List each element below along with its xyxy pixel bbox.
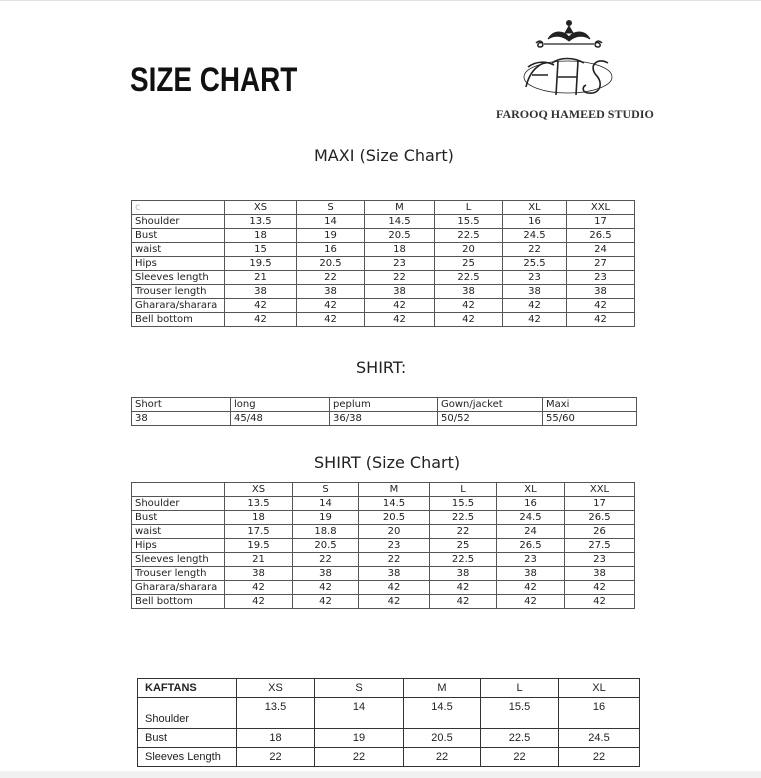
measurement-cell: 17: [565, 497, 635, 511]
measurement-cell: 20.5: [359, 511, 430, 525]
measurement-cell: 42: [430, 595, 497, 609]
size-header-l: L: [481, 679, 559, 698]
fhs-monogram-logo: [516, 17, 622, 105]
size-header-s: S: [315, 679, 404, 698]
measurement-cell: 38: [435, 285, 503, 299]
measurement-cell: 42: [565, 581, 635, 595]
measurement-cell: 20.5: [297, 257, 365, 271]
measurement-cell: 19: [293, 511, 359, 525]
table-row: [132, 271, 635, 285]
row-label: Shoulder: [132, 497, 225, 511]
measurement-cell: 18.8: [293, 525, 359, 539]
measurement-cell: 22.5: [430, 511, 497, 525]
measurement-cell: 20.5: [293, 539, 359, 553]
shirt-type-value: 38: [132, 412, 231, 426]
measurement-cell: 26.5: [497, 539, 565, 553]
measurement-cell: 13.5: [237, 698, 315, 729]
row-label: Bell bottom: [132, 313, 225, 327]
size-header-m: M: [365, 201, 435, 215]
measurement-cell: 22: [503, 243, 567, 257]
measurement-cell: 42: [365, 299, 435, 313]
size-header-xs: XS: [225, 201, 297, 215]
measurement-cell: 42: [497, 595, 565, 609]
measurement-cell: 42: [225, 581, 293, 595]
row-label: waist: [132, 525, 225, 539]
header-row: [132, 398, 637, 412]
shirt-types-heading: SHIRT:: [356, 358, 407, 377]
table-row: [132, 567, 635, 581]
corner-cell: c: [132, 201, 225, 215]
measurement-cell: 20: [359, 525, 430, 539]
size-header-xxl: XXL: [565, 483, 635, 497]
row-label: Hips: [132, 257, 225, 271]
measurement-cell: 42: [430, 581, 497, 595]
measurement-cell: 42: [567, 313, 635, 327]
measurement-cell: 27: [567, 257, 635, 271]
row-label: Gharara/sharara: [132, 299, 225, 313]
table-row: [132, 553, 635, 567]
measurement-cell: 22: [404, 748, 481, 767]
measurement-cell: 25.5: [503, 257, 567, 271]
shirt-type-value: 50/52: [438, 412, 543, 426]
row-label: Hips: [132, 539, 225, 553]
measurement-cell: 42: [503, 299, 567, 313]
kaftans-title: KAFTANS: [138, 679, 237, 698]
table-row: [132, 581, 635, 595]
measurement-cell: 42: [359, 581, 430, 595]
row-label: Shoulder: [132, 215, 225, 229]
size-header-s: S: [297, 201, 365, 215]
table-row: [138, 748, 640, 767]
measurement-cell: 22: [365, 271, 435, 285]
row-label: Bust: [132, 229, 225, 243]
measurement-cell: 22: [481, 748, 559, 767]
measurement-cell: 15.5: [481, 698, 559, 729]
table-row: [132, 257, 635, 271]
header-row: [138, 679, 640, 698]
size-header-xl: XL: [497, 483, 565, 497]
measurement-cell: 18: [237, 729, 315, 748]
shirt-type-header: Short: [132, 398, 231, 412]
table-row: [132, 313, 635, 327]
measurement-cell: 42: [225, 313, 297, 327]
measurement-cell: 42: [297, 299, 365, 313]
table-row: [132, 525, 635, 539]
header-row: [132, 201, 635, 215]
table-row: [132, 497, 635, 511]
measurement-cell: 18: [365, 243, 435, 257]
measurement-cell: 19.5: [225, 539, 293, 553]
size-header-xl: XL: [559, 679, 640, 698]
measurement-cell: 23: [567, 271, 635, 285]
shirt-type-header: long: [231, 398, 330, 412]
table-row: [132, 299, 635, 313]
measurement-cell: 38: [430, 567, 497, 581]
shirt-size-table: [131, 482, 635, 609]
measurement-cell: 26.5: [567, 229, 635, 243]
measurement-cell: 42: [565, 595, 635, 609]
kaftans-size-table: [137, 678, 640, 767]
shirt-heading: SHIRT (Size Chart): [314, 453, 461, 472]
measurement-cell: 42: [293, 595, 359, 609]
row-label: Sleeves length: [132, 553, 225, 567]
table-row: [132, 285, 635, 299]
measurement-cell: 21: [225, 271, 297, 285]
measurement-cell: 24: [567, 243, 635, 257]
row-label: Bell bottom: [132, 595, 225, 609]
size-header-m: M: [359, 483, 430, 497]
shirt-type-value: 55/60: [543, 412, 637, 426]
measurement-cell: 22: [430, 525, 497, 539]
measurement-cell: 14.5: [359, 497, 430, 511]
measurement-cell: 38: [293, 567, 359, 581]
measurement-cell: 22: [359, 553, 430, 567]
measurement-cell: 38: [565, 567, 635, 581]
measurement-cell: 19.5: [225, 257, 297, 271]
table-row: [138, 729, 640, 748]
measurement-cell: 16: [497, 497, 565, 511]
measurement-cell: 24.5: [497, 511, 565, 525]
corner-cell: [132, 483, 225, 497]
shirt-type-value: 45/48: [231, 412, 330, 426]
row-label: Gharara/sharara: [132, 581, 225, 595]
measurement-cell: 42: [365, 313, 435, 327]
size-header-xs: XS: [225, 483, 293, 497]
shirt-type-header: Maxi: [543, 398, 637, 412]
size-header-xs: XS: [237, 679, 315, 698]
measurement-cell: 42: [435, 299, 503, 313]
measurement-cell: 22.5: [481, 729, 559, 748]
measurement-cell: 22: [559, 748, 640, 767]
measurement-cell: 18: [225, 511, 293, 525]
table-row: [132, 511, 635, 525]
measurement-cell: 24.5: [559, 729, 640, 748]
table-row: [132, 412, 637, 426]
measurement-cell: 14.5: [404, 698, 481, 729]
measurement-cell: 23: [503, 271, 567, 285]
measurement-cell: 15: [225, 243, 297, 257]
table-row: [132, 215, 635, 229]
size-header-xxl: XXL: [567, 201, 635, 215]
table-row: [132, 229, 635, 243]
shirt-length-table: [131, 397, 637, 426]
measurement-cell: 16: [297, 243, 365, 257]
measurement-cell: 22: [237, 748, 315, 767]
shirt-type-header: Gown/jacket: [438, 398, 543, 412]
measurement-cell: 15.5: [435, 215, 503, 229]
measurement-cell: 42: [297, 313, 365, 327]
measurement-cell: 38: [503, 285, 567, 299]
measurement-cell: 17.5: [225, 525, 293, 539]
table-row: [132, 539, 635, 553]
measurement-cell: 14: [315, 698, 404, 729]
table-row: [138, 698, 640, 729]
measurement-cell: 22.5: [430, 553, 497, 567]
row-label: Bust: [138, 729, 237, 748]
measurement-cell: 13.5: [225, 497, 293, 511]
table-row: [132, 595, 635, 609]
row-label: Bust: [132, 511, 225, 525]
measurement-cell: 42: [225, 595, 293, 609]
measurement-cell: 42: [225, 299, 297, 313]
measurement-cell: 23: [497, 553, 565, 567]
measurement-cell: 38: [365, 285, 435, 299]
measurement-cell: 42: [567, 299, 635, 313]
measurement-cell: 16: [503, 215, 567, 229]
measurement-cell: 38: [225, 285, 297, 299]
measurement-cell: 16: [559, 698, 640, 729]
measurement-cell: 15.5: [430, 497, 497, 511]
shirt-type-header: peplum: [330, 398, 438, 412]
measurement-cell: 42: [359, 595, 430, 609]
measurement-cell: 42: [497, 581, 565, 595]
brand-logo: [496, 17, 654, 125]
measurement-cell: 25: [430, 539, 497, 553]
measurement-cell: 17: [567, 215, 635, 229]
measurement-cell: 22: [293, 553, 359, 567]
measurement-cell: 24.5: [503, 229, 567, 243]
measurement-cell: 18: [225, 229, 297, 243]
measurement-cell: 24: [497, 525, 565, 539]
measurement-cell: 25: [435, 257, 503, 271]
measurement-cell: 42: [503, 313, 567, 327]
brand-name: FAROOQ HAMEED STUDIO: [496, 107, 654, 121]
measurement-cell: 20.5: [404, 729, 481, 748]
measurement-cell: 38: [567, 285, 635, 299]
row-label: Trouser length: [132, 285, 225, 299]
size-header-m: M: [404, 679, 481, 698]
measurement-cell: 38: [297, 285, 365, 299]
maxi-heading: MAXI (Size Chart): [314, 146, 454, 165]
measurement-cell: 19: [297, 229, 365, 243]
measurement-cell: 14.5: [365, 215, 435, 229]
measurement-cell: 23: [365, 257, 435, 271]
measurement-cell: 14: [297, 215, 365, 229]
row-label: Sleeves length: [132, 271, 225, 285]
size-header-l: L: [435, 201, 503, 215]
measurement-cell: 21: [225, 553, 293, 567]
measurement-cell: 13.5: [225, 215, 297, 229]
page-title: SIZE CHART: [130, 61, 298, 99]
size-header-s: S: [293, 483, 359, 497]
maxi-size-table: [131, 200, 635, 327]
header-row: [132, 483, 635, 497]
measurement-cell: 26: [565, 525, 635, 539]
table-row: [132, 243, 635, 257]
measurement-cell: 19: [315, 729, 404, 748]
measurement-cell: 20.5: [365, 229, 435, 243]
measurement-cell: 22: [315, 748, 404, 767]
row-label: Trouser length: [132, 567, 225, 581]
measurement-cell: 23: [565, 553, 635, 567]
measurement-cell: 42: [293, 581, 359, 595]
measurement-cell: 38: [225, 567, 293, 581]
measurement-cell: 27.5: [565, 539, 635, 553]
measurement-cell: 14: [293, 497, 359, 511]
measurement-cell: 20: [435, 243, 503, 257]
measurement-cell: 26.5: [565, 511, 635, 525]
measurement-cell: 23: [359, 539, 430, 553]
measurement-cell: 22: [297, 271, 365, 285]
row-label: Shoulder: [138, 698, 237, 729]
measurement-cell: 42: [435, 313, 503, 327]
shirt-type-value: 36/38: [330, 412, 438, 426]
size-header-l: L: [430, 483, 497, 497]
row-label: Sleeves Length: [138, 748, 237, 767]
measurement-cell: 22.5: [435, 229, 503, 243]
size-header-xl: XL: [503, 201, 567, 215]
measurement-cell: 38: [497, 567, 565, 581]
measurement-cell: 22.5: [435, 271, 503, 285]
row-label: waist: [132, 243, 225, 257]
measurement-cell: 38: [359, 567, 430, 581]
